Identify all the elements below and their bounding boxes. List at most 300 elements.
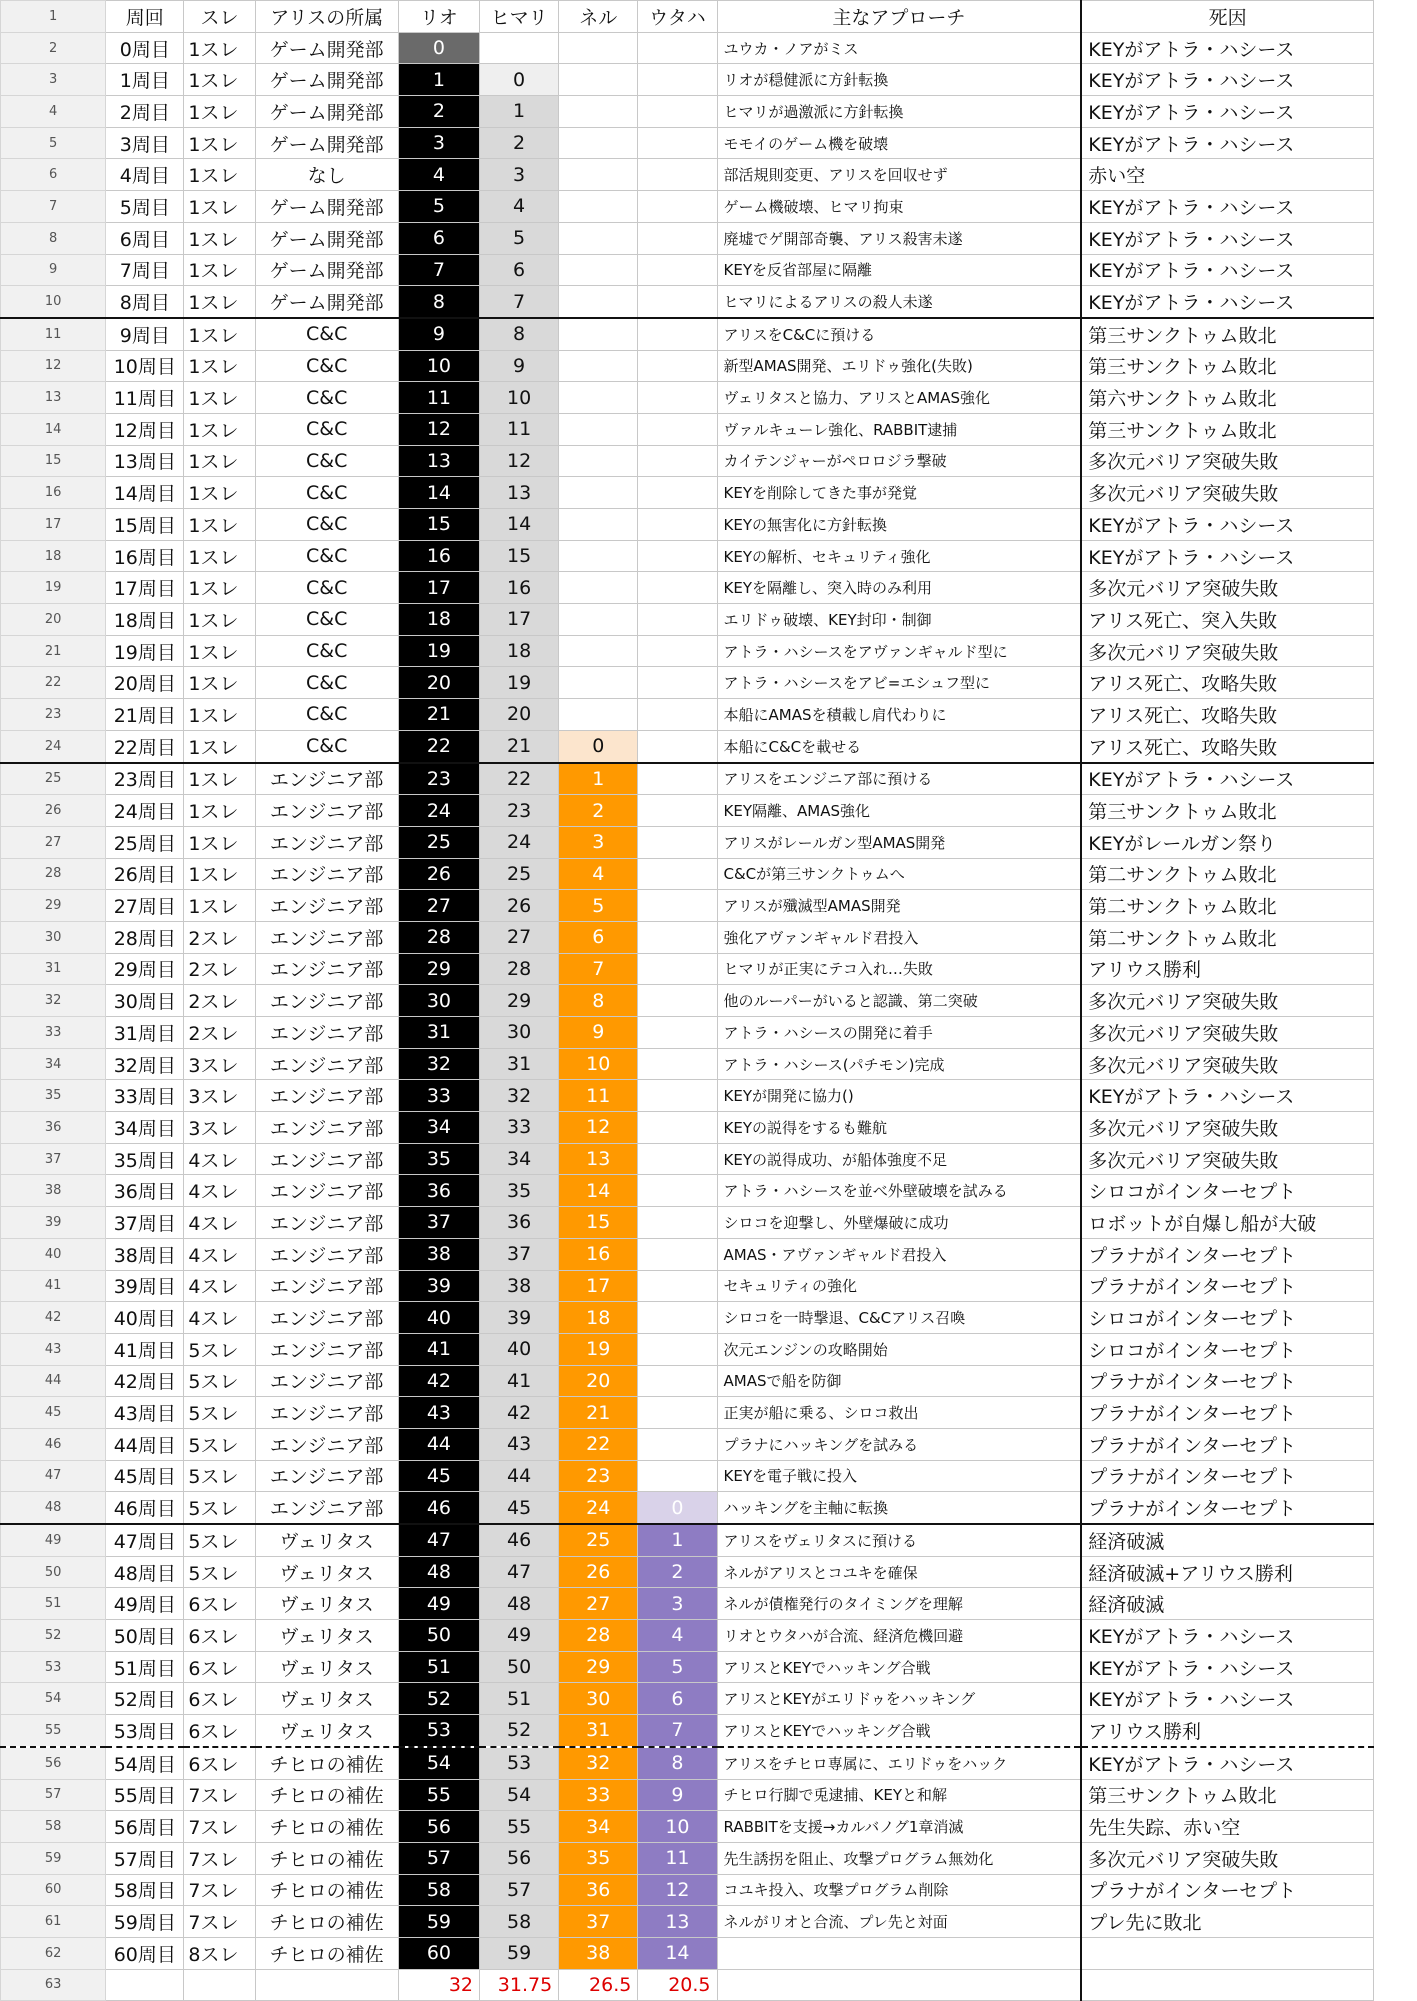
row-number[interactable]: 16 [1, 477, 106, 509]
cell-loop[interactable]: 4周目 [106, 159, 184, 191]
cell-cause[interactable] [1081, 1937, 1373, 1969]
row-number[interactable]: 36 [1, 1112, 106, 1144]
cell-thread[interactable]: 5スレ [184, 1397, 255, 1429]
cell-affiliation[interactable]: エンジニア部 [255, 1428, 398, 1460]
cell-affiliation[interactable]: エンジニア部 [255, 795, 398, 827]
row-number[interactable]: 18 [1, 540, 106, 572]
cell-himari[interactable]: 5 [480, 222, 559, 254]
cell-rio[interactable]: 31 [398, 1017, 479, 1049]
cell-affiliation[interactable]: C&C [255, 730, 398, 762]
cell-rio[interactable]: 28 [398, 921, 479, 953]
cell-loop[interactable]: 57周目 [106, 1842, 184, 1874]
cell-approach[interactable]: ヒマリによるアリスの殺人未遂 [717, 286, 1081, 318]
cell-affiliation[interactable]: エンジニア部 [255, 1048, 398, 1080]
cell-rio[interactable]: 49 [398, 1588, 479, 1620]
cell-neru[interactable]: 22 [559, 1428, 638, 1460]
cell-utaha[interactable]: 13 [638, 1906, 717, 1938]
cell-approach[interactable]: ネルが債権発行のタイミングを理解 [717, 1588, 1081, 1620]
cell-affiliation[interactable]: C&C [255, 445, 398, 477]
cell-neru[interactable]: 15 [559, 1207, 638, 1239]
cell-cause[interactable]: 多次元バリア突破失敗 [1081, 1112, 1373, 1144]
cell-himari[interactable]: 45 [480, 1492, 559, 1524]
header-thread[interactable]: スレ [184, 1, 255, 33]
cell-approach[interactable]: KEYの無害化に方針転換 [717, 509, 1081, 541]
cell-thread[interactable]: 6スレ [184, 1651, 255, 1683]
cell-loop[interactable]: 2周目 [106, 96, 184, 128]
cell-himari[interactable]: 47 [480, 1556, 559, 1588]
cell-himari[interactable]: 34 [480, 1143, 559, 1175]
cell-cause[interactable]: プラナがインターセプト [1081, 1238, 1373, 1270]
cell-loop[interactable]: 14周目 [106, 477, 184, 509]
cell-approach[interactable]: KEYを隔離し、突入時のみ利用 [717, 572, 1081, 604]
cell-loop[interactable]: 32周目 [106, 1048, 184, 1080]
cell-thread[interactable]: 4スレ [184, 1207, 255, 1239]
cell-affiliation[interactable]: C&C [255, 572, 398, 604]
cell-loop[interactable]: 36周目 [106, 1175, 184, 1207]
cell-rio[interactable]: 54 [398, 1747, 479, 1779]
cell-himari[interactable]: 25 [480, 858, 559, 890]
cell-loop[interactable]: 26周目 [106, 858, 184, 890]
cell-affiliation[interactable]: ゲーム開発部 [255, 32, 398, 64]
cell-approach[interactable]: ヴェリタスと協力、アリスとAMAS強化 [717, 382, 1081, 414]
cell-thread[interactable]: 1スレ [184, 191, 255, 223]
row-number[interactable]: 43 [1, 1333, 106, 1365]
cell-cause[interactable]: 多次元バリア突破失敗 [1081, 445, 1373, 477]
cell-utaha[interactable] [638, 127, 717, 159]
cell-thread[interactable]: 3スレ [184, 1112, 255, 1144]
cell-neru[interactable] [559, 540, 638, 572]
cell-rio[interactable]: 9 [398, 318, 479, 350]
cell-approach[interactable]: アリスをC&Cに預ける [717, 318, 1081, 350]
cell-affiliation[interactable]: チヒロの補佐 [255, 1874, 398, 1906]
cell-approach[interactable] [717, 1937, 1081, 1969]
cell-affiliation[interactable]: ゲーム開発部 [255, 254, 398, 286]
cell-cause[interactable]: シロコがインターセプト [1081, 1333, 1373, 1365]
cell-approach[interactable]: ネルがアリスとコユキを確保 [717, 1556, 1081, 1588]
cell-affiliation[interactable]: エンジニア部 [255, 826, 398, 858]
cell-rio[interactable]: 40 [398, 1302, 479, 1334]
cell-neru[interactable]: 34 [559, 1811, 638, 1843]
cell-rio[interactable]: 12 [398, 413, 479, 445]
row-number[interactable]: 21 [1, 635, 106, 667]
cell-loop[interactable]: 60周目 [106, 1937, 184, 1969]
cell-approach[interactable]: アリスをヴェリタスに預ける [717, 1524, 1081, 1556]
cell-thread[interactable]: 6スレ [184, 1683, 255, 1715]
cell-utaha[interactable]: 10 [638, 1811, 717, 1843]
cell-thread[interactable]: 5スレ [184, 1556, 255, 1588]
cell-himari[interactable]: 30 [480, 1017, 559, 1049]
cell-affiliation[interactable]: ゲーム開発部 [255, 64, 398, 96]
cell-affiliation[interactable]: C&C [255, 477, 398, 509]
cell-utaha[interactable] [638, 667, 717, 699]
cell-cause[interactable]: KEYがアトラ・ハシース [1081, 64, 1373, 96]
cell-loop[interactable]: 9周目 [106, 318, 184, 350]
cell-himari[interactable]: 9 [480, 350, 559, 382]
cell-rio[interactable]: 37 [398, 1207, 479, 1239]
cell-himari[interactable]: 0 [480, 64, 559, 96]
cell-affiliation[interactable]: C&C [255, 604, 398, 636]
row-number[interactable]: 60 [1, 1874, 106, 1906]
cell-approach[interactable]: アトラ・ハシースの開発に着手 [717, 1017, 1081, 1049]
cell-loop[interactable]: 52周目 [106, 1683, 184, 1715]
row-number[interactable]: 7 [1, 191, 106, 223]
cell-loop[interactable]: 30周目 [106, 985, 184, 1017]
cell-cause[interactable]: アリウス勝利 [1081, 1715, 1373, 1747]
cell-neru[interactable]: 2 [559, 795, 638, 827]
cell-rio[interactable]: 42 [398, 1365, 479, 1397]
empty-cell[interactable] [184, 1969, 255, 2001]
header-neru[interactable]: ネル [559, 1, 638, 33]
cell-loop[interactable]: 43周目 [106, 1397, 184, 1429]
cell-affiliation[interactable]: ヴェリタス [255, 1556, 398, 1588]
cell-cause[interactable]: ロボットが自爆し船が大破 [1081, 1207, 1373, 1239]
cell-thread[interactable]: 3スレ [184, 1080, 255, 1112]
cell-affiliation[interactable]: C&C [255, 540, 398, 572]
cell-himari[interactable]: 23 [480, 795, 559, 827]
cell-neru[interactable]: 14 [559, 1175, 638, 1207]
cell-cause[interactable]: シロコがインターセプト [1081, 1302, 1373, 1334]
cell-thread[interactable]: 1スレ [184, 858, 255, 890]
cell-cause[interactable]: KEYがアトラ・ハシース [1081, 222, 1373, 254]
cell-loop[interactable]: 3周目 [106, 127, 184, 159]
cell-approach[interactable]: プラナにハッキングを試みる [717, 1428, 1081, 1460]
cell-utaha[interactable] [638, 1112, 717, 1144]
row-number[interactable]: 40 [1, 1238, 106, 1270]
cell-loop[interactable]: 24周目 [106, 795, 184, 827]
header-approach[interactable]: 主なアプローチ [717, 1, 1081, 33]
cell-cause[interactable]: KEYがアトラ・ハシース [1081, 1683, 1373, 1715]
cell-himari[interactable]: 8 [480, 318, 559, 350]
cell-cause[interactable]: 第二サンクトゥム敗北 [1081, 890, 1373, 922]
cell-affiliation[interactable]: エンジニア部 [255, 1112, 398, 1144]
cell-approach[interactable]: チヒロ行脚で兎逮捕、KEYと和解 [717, 1779, 1081, 1811]
row-number[interactable]: 44 [1, 1365, 106, 1397]
cell-thread[interactable]: 1スレ [184, 445, 255, 477]
cell-thread[interactable]: 1スレ [184, 604, 255, 636]
row-number[interactable]: 47 [1, 1460, 106, 1492]
cell-utaha[interactable] [638, 191, 717, 223]
cell-loop[interactable]: 34周目 [106, 1112, 184, 1144]
cell-himari[interactable]: 54 [480, 1779, 559, 1811]
cell-rio[interactable]: 46 [398, 1492, 479, 1524]
cell-himari[interactable]: 35 [480, 1175, 559, 1207]
cell-cause[interactable]: 経済破滅+アリウス勝利 [1081, 1556, 1373, 1588]
row-number[interactable]: 27 [1, 826, 106, 858]
cell-affiliation[interactable]: ゲーム開発部 [255, 191, 398, 223]
cell-himari[interactable]: 49 [480, 1620, 559, 1652]
cell-himari[interactable]: 20 [480, 699, 559, 731]
cell-loop[interactable]: 29周目 [106, 953, 184, 985]
cell-rio[interactable]: 26 [398, 858, 479, 890]
cell-utaha[interactable] [638, 1428, 717, 1460]
cell-neru[interactable]: 11 [559, 1080, 638, 1112]
cell-neru[interactable]: 26 [559, 1556, 638, 1588]
cell-cause[interactable]: KEYがアトラ・ハシース [1081, 1651, 1373, 1683]
header-loop[interactable]: 周回 [106, 1, 184, 33]
cell-himari[interactable]: 15 [480, 540, 559, 572]
row-number[interactable]: 32 [1, 985, 106, 1017]
header-cause[interactable]: 死因 [1081, 1, 1373, 33]
cell-himari[interactable]: 51 [480, 1683, 559, 1715]
cell-neru[interactable] [559, 286, 638, 318]
cell-cause[interactable]: プレ先に敗北 [1081, 1906, 1373, 1938]
cell-utaha[interactable] [638, 1207, 717, 1239]
cell-utaha[interactable] [638, 1270, 717, 1302]
avg-rio[interactable]: 32 [398, 1969, 479, 2001]
cell-approach[interactable]: 新型AMAS開発、エリドゥ強化(失敗) [717, 350, 1081, 382]
cell-neru[interactable]: 13 [559, 1143, 638, 1175]
cell-himari[interactable]: 32 [480, 1080, 559, 1112]
cell-thread[interactable]: 1スレ [184, 572, 255, 604]
cell-utaha[interactable] [638, 509, 717, 541]
cell-affiliation[interactable]: ゲーム開発部 [255, 127, 398, 159]
cell-neru[interactable]: 19 [559, 1333, 638, 1365]
cell-approach[interactable]: 他のルーパーがいると認識、第二突破 [717, 985, 1081, 1017]
cell-rio[interactable]: 52 [398, 1683, 479, 1715]
cell-thread[interactable]: 1スレ [184, 318, 255, 350]
row-number[interactable]: 10 [1, 286, 106, 318]
cell-neru[interactable]: 3 [559, 826, 638, 858]
cell-cause[interactable]: 多次元バリア突破失敗 [1081, 1842, 1373, 1874]
cell-rio[interactable]: 0 [398, 32, 479, 64]
cell-cause[interactable]: 第三サンクトゥム敗北 [1081, 795, 1373, 827]
cell-utaha[interactable] [638, 1460, 717, 1492]
cell-cause[interactable]: 赤い空 [1081, 159, 1373, 191]
row-number[interactable]: 30 [1, 921, 106, 953]
cell-utaha[interactable] [638, 540, 717, 572]
cell-affiliation[interactable]: C&C [255, 667, 398, 699]
cell-thread[interactable]: 4スレ [184, 1270, 255, 1302]
cell-approach[interactable]: カイテンジャーがペロロジラ撃破 [717, 445, 1081, 477]
cell-approach[interactable]: ハッキングを主軸に転換 [717, 1492, 1081, 1524]
cell-neru[interactable]: 8 [559, 985, 638, 1017]
cell-affiliation[interactable]: ヴェリタス [255, 1620, 398, 1652]
cell-himari[interactable]: 59 [480, 1937, 559, 1969]
cell-himari[interactable]: 56 [480, 1842, 559, 1874]
row-number[interactable]: 49 [1, 1524, 106, 1556]
cell-affiliation[interactable]: C&C [255, 318, 398, 350]
cell-cause[interactable]: KEYがアトラ・ハシース [1081, 286, 1373, 318]
cell-neru[interactable]: 7 [559, 953, 638, 985]
cell-approach[interactable]: アリスをエンジニア部に預ける [717, 763, 1081, 795]
cell-utaha[interactable] [638, 953, 717, 985]
cell-thread[interactable]: 5スレ [184, 1492, 255, 1524]
cell-approach[interactable]: ゲーム機破壊、ヒマリ拘束 [717, 191, 1081, 223]
cell-utaha[interactable] [638, 159, 717, 191]
cell-utaha[interactable] [638, 64, 717, 96]
row-number[interactable]: 38 [1, 1175, 106, 1207]
cell-loop[interactable]: 49周目 [106, 1588, 184, 1620]
cell-utaha[interactable] [638, 826, 717, 858]
cell-cause[interactable]: アリウス勝利 [1081, 953, 1373, 985]
cell-cause[interactable]: 第三サンクトゥム敗北 [1081, 350, 1373, 382]
empty-cell[interactable] [255, 1969, 398, 2001]
cell-utaha[interactable]: 1 [638, 1524, 717, 1556]
cell-utaha[interactable]: 11 [638, 1842, 717, 1874]
cell-neru[interactable]: 30 [559, 1683, 638, 1715]
cell-utaha[interactable] [638, 763, 717, 795]
cell-neru[interactable]: 32 [559, 1747, 638, 1779]
row-number[interactable]: 31 [1, 953, 106, 985]
row-number[interactable]: 2 [1, 32, 106, 64]
cell-utaha[interactable] [638, 477, 717, 509]
cell-cause[interactable]: KEYがアトラ・ハシース [1081, 32, 1373, 64]
cell-thread[interactable]: 1スレ [184, 826, 255, 858]
cell-utaha[interactable] [638, 1143, 717, 1175]
cell-cause[interactable]: アリス死亡、攻略失敗 [1081, 730, 1373, 762]
cell-affiliation[interactable]: エンジニア部 [255, 1207, 398, 1239]
row-number[interactable]: 13 [1, 382, 106, 414]
cell-thread[interactable]: 6スレ [184, 1588, 255, 1620]
cell-cause[interactable]: アリス死亡、攻略失敗 [1081, 699, 1373, 731]
cell-rio[interactable]: 60 [398, 1937, 479, 1969]
cell-thread[interactable]: 4スレ [184, 1175, 255, 1207]
row-number[interactable]: 55 [1, 1715, 106, 1747]
cell-utaha[interactable] [638, 858, 717, 890]
cell-thread[interactable]: 1スレ [184, 286, 255, 318]
cell-himari[interactable]: 27 [480, 921, 559, 953]
cell-rio[interactable]: 27 [398, 890, 479, 922]
cell-affiliation[interactable]: ヴェリタス [255, 1651, 398, 1683]
cell-rio[interactable]: 13 [398, 445, 479, 477]
cell-neru[interactable] [559, 222, 638, 254]
cell-approach[interactable]: アトラ・ハシース(パチモン)完成 [717, 1048, 1081, 1080]
cell-neru[interactable] [559, 96, 638, 128]
cell-thread[interactable]: 4スレ [184, 1302, 255, 1334]
cell-approach[interactable]: アリスが殲滅型AMAS開発 [717, 890, 1081, 922]
cell-approach[interactable]: KEYの説得をするも難航 [717, 1112, 1081, 1144]
cell-affiliation[interactable]: なし [255, 159, 398, 191]
cell-loop[interactable]: 47周目 [106, 1524, 184, 1556]
cell-rio[interactable]: 56 [398, 1811, 479, 1843]
cell-approach[interactable]: ユウカ・ノアがミス [717, 32, 1081, 64]
cell-himari[interactable]: 33 [480, 1112, 559, 1144]
cell-cause[interactable]: 多次元バリア突破失敗 [1081, 572, 1373, 604]
cell-neru[interactable] [559, 445, 638, 477]
cell-approach[interactable]: リオが穏健派に方針転換 [717, 64, 1081, 96]
cell-rio[interactable]: 45 [398, 1460, 479, 1492]
cell-loop[interactable]: 41周目 [106, 1333, 184, 1365]
cell-thread[interactable]: 7スレ [184, 1906, 255, 1938]
cell-loop[interactable]: 25周目 [106, 826, 184, 858]
cell-rio[interactable]: 19 [398, 635, 479, 667]
cell-rio[interactable]: 14 [398, 477, 479, 509]
cell-approach[interactable]: 先生誘拐を阻止、攻撃プログラム無効化 [717, 1842, 1081, 1874]
cell-affiliation[interactable]: エンジニア部 [255, 1397, 398, 1429]
cell-rio[interactable]: 43 [398, 1397, 479, 1429]
cell-cause[interactable]: 先生失踪、赤い空 [1081, 1811, 1373, 1843]
row-number[interactable]: 20 [1, 604, 106, 636]
cell-loop[interactable]: 17周目 [106, 572, 184, 604]
cell-loop[interactable]: 46周目 [106, 1492, 184, 1524]
cell-rio[interactable]: 30 [398, 985, 479, 1017]
cell-rio[interactable]: 3 [398, 127, 479, 159]
cell-affiliation[interactable]: エンジニア部 [255, 1080, 398, 1112]
cell-utaha[interactable]: 8 [638, 1747, 717, 1779]
cell-affiliation[interactable]: ゲーム開発部 [255, 96, 398, 128]
row-number[interactable]: 25 [1, 763, 106, 795]
cell-himari[interactable]: 21 [480, 730, 559, 762]
row-number[interactable]: 28 [1, 858, 106, 890]
row-number[interactable]: 62 [1, 1937, 106, 1969]
cell-utaha[interactable] [638, 699, 717, 731]
cell-utaha[interactable] [638, 96, 717, 128]
cell-thread[interactable]: 1スレ [184, 350, 255, 382]
cell-rio[interactable]: 16 [398, 540, 479, 572]
cell-thread[interactable]: 4スレ [184, 1238, 255, 1270]
cell-approach[interactable]: C&Cが第三サンクトゥムへ [717, 858, 1081, 890]
cell-utaha[interactable] [638, 985, 717, 1017]
cell-himari[interactable]: 39 [480, 1302, 559, 1334]
cell-thread[interactable]: 1スレ [184, 159, 255, 191]
cell-neru[interactable] [559, 382, 638, 414]
cell-rio[interactable]: 59 [398, 1906, 479, 1938]
cell-himari[interactable]: 31 [480, 1048, 559, 1080]
cell-utaha[interactable] [638, 1080, 717, 1112]
row-number[interactable]: 1 [1, 1, 106, 33]
cell-rio[interactable]: 10 [398, 350, 479, 382]
cell-approach[interactable]: KEYの解析、セキュリティ強化 [717, 540, 1081, 572]
cell-loop[interactable]: 5周目 [106, 191, 184, 223]
cell-rio[interactable]: 36 [398, 1175, 479, 1207]
cell-affiliation[interactable]: エンジニア部 [255, 1017, 398, 1049]
cell-himari[interactable]: 19 [480, 667, 559, 699]
cell-approach[interactable]: アリスとKEYがエリドゥをハッキング [717, 1683, 1081, 1715]
cell-neru[interactable]: 0 [559, 730, 638, 762]
cell-rio[interactable]: 17 [398, 572, 479, 604]
header-affiliation[interactable]: アリスの所属 [255, 1, 398, 33]
cell-neru[interactable]: 24 [559, 1492, 638, 1524]
cell-loop[interactable]: 55周目 [106, 1779, 184, 1811]
cell-utaha[interactable] [638, 572, 717, 604]
cell-neru[interactable] [559, 699, 638, 731]
cell-utaha[interactable] [638, 1333, 717, 1365]
cell-affiliation[interactable]: チヒロの補佐 [255, 1779, 398, 1811]
cell-rio[interactable]: 18 [398, 604, 479, 636]
cell-affiliation[interactable]: エンジニア部 [255, 1333, 398, 1365]
cell-loop[interactable]: 21周目 [106, 699, 184, 731]
cell-loop[interactable]: 54周目 [106, 1747, 184, 1779]
cell-neru[interactable] [559, 509, 638, 541]
cell-cause[interactable]: KEYがアトラ・ハシース [1081, 127, 1373, 159]
cell-loop[interactable]: 13周目 [106, 445, 184, 477]
row-number[interactable]: 51 [1, 1588, 106, 1620]
cell-neru[interactable]: 36 [559, 1874, 638, 1906]
avg-himari[interactable]: 31.75 [480, 1969, 559, 2001]
row-number[interactable]: 63 [1, 1969, 106, 2001]
cell-neru[interactable]: 20 [559, 1365, 638, 1397]
cell-rio[interactable]: 44 [398, 1428, 479, 1460]
cell-rio[interactable]: 41 [398, 1333, 479, 1365]
cell-himari[interactable]: 41 [480, 1365, 559, 1397]
cell-approach[interactable]: KEYを反省部屋に隔離 [717, 254, 1081, 286]
cell-neru[interactable]: 9 [559, 1017, 638, 1049]
cell-rio[interactable]: 33 [398, 1080, 479, 1112]
cell-loop[interactable]: 45周目 [106, 1460, 184, 1492]
cell-loop[interactable]: 22周目 [106, 730, 184, 762]
cell-thread[interactable]: 1スレ [184, 730, 255, 762]
cell-himari[interactable]: 44 [480, 1460, 559, 1492]
cell-neru[interactable]: 35 [559, 1842, 638, 1874]
cell-loop[interactable]: 8周目 [106, 286, 184, 318]
row-number[interactable]: 58 [1, 1811, 106, 1843]
cell-utaha[interactable]: 9 [638, 1779, 717, 1811]
cell-utaha[interactable]: 5 [638, 1651, 717, 1683]
cell-rio[interactable]: 48 [398, 1556, 479, 1588]
cell-thread[interactable]: 1スレ [184, 127, 255, 159]
cell-rio[interactable]: 58 [398, 1874, 479, 1906]
row-number[interactable]: 41 [1, 1270, 106, 1302]
